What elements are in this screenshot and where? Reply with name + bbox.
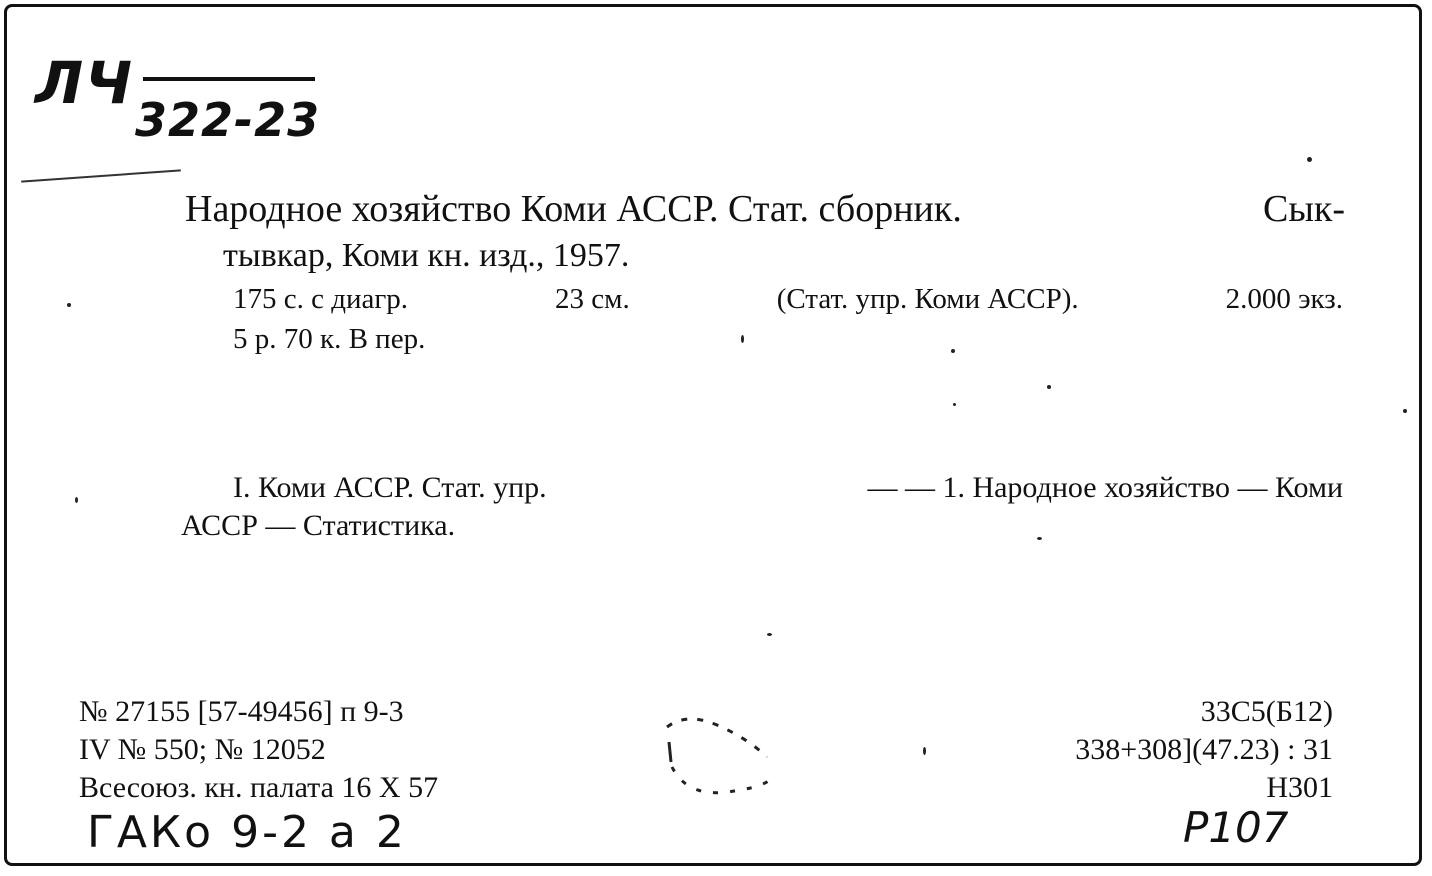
speck bbox=[1307, 157, 1312, 162]
speck bbox=[951, 349, 955, 353]
tracings-line-1 bbox=[233, 471, 1343, 505]
speck bbox=[953, 403, 956, 406]
catalog-card bbox=[4, 4, 1422, 866]
tracing-subject: — — 1. Народное хозяйство — Коми bbox=[867, 471, 1343, 504]
entry-price: 5 р. 70 к. В пер. bbox=[233, 323, 426, 355]
entry-title-line bbox=[185, 187, 1345, 231]
entry-title: Народное хозяйство Коми АССР. Стат. сборник. bbox=[185, 188, 962, 230]
entry-series-note: (Стат. упр. Коми АССР). bbox=[776, 283, 1079, 315]
footer-right-line-3: Н301 bbox=[1266, 771, 1333, 804]
speck bbox=[67, 303, 71, 307]
entry-print-run: 2.000 экз. bbox=[1225, 283, 1343, 315]
handwritten-shelf-number: 322-23 bbox=[135, 93, 321, 147]
entry-pages: 175 с. с диагр. bbox=[233, 283, 409, 315]
tracings-line-2: АССР — Статистика. bbox=[181, 509, 456, 542]
entry-collation bbox=[233, 283, 1343, 316]
entry-title-end: Сык- bbox=[1263, 188, 1345, 230]
handwritten-archive-mark: ГАКо 9-2 а 2 bbox=[87, 807, 407, 858]
faded-stamp-mark bbox=[647, 707, 797, 817]
tracing-added-entry: I. Коми АССР. Стат. упр. bbox=[233, 471, 547, 504]
handwritten-archive-mark-right: P107 bbox=[1183, 803, 1289, 852]
speck bbox=[741, 335, 744, 343]
speck bbox=[1403, 409, 1407, 413]
speck bbox=[75, 497, 78, 503]
entry-size: 23 см. bbox=[555, 283, 630, 315]
footer-left-line-1: № 27155 [57-49456] п 9-3 bbox=[79, 695, 404, 728]
entry-imprint: тывкар, Коми кн. изд., 1957. bbox=[223, 237, 630, 274]
handwritten-underline bbox=[21, 169, 181, 182]
footer-left-line-2: IV № 550; № 12052 bbox=[79, 733, 326, 766]
footer-right-line-1: 33С5(Б12) bbox=[1200, 695, 1333, 728]
handwritten-shelf-mark: ЛЧ bbox=[35, 49, 135, 117]
footer-right-line-2: 338+308](47.23) : 31 bbox=[1075, 733, 1333, 766]
speck bbox=[1037, 537, 1042, 540]
speck bbox=[1047, 385, 1051, 389]
shelf-number-overline bbox=[143, 77, 315, 81]
footer-left-line-3: Всесоюз. кн. палата 16 X 57 bbox=[79, 771, 439, 804]
speck bbox=[923, 747, 926, 755]
speck bbox=[767, 633, 772, 636]
